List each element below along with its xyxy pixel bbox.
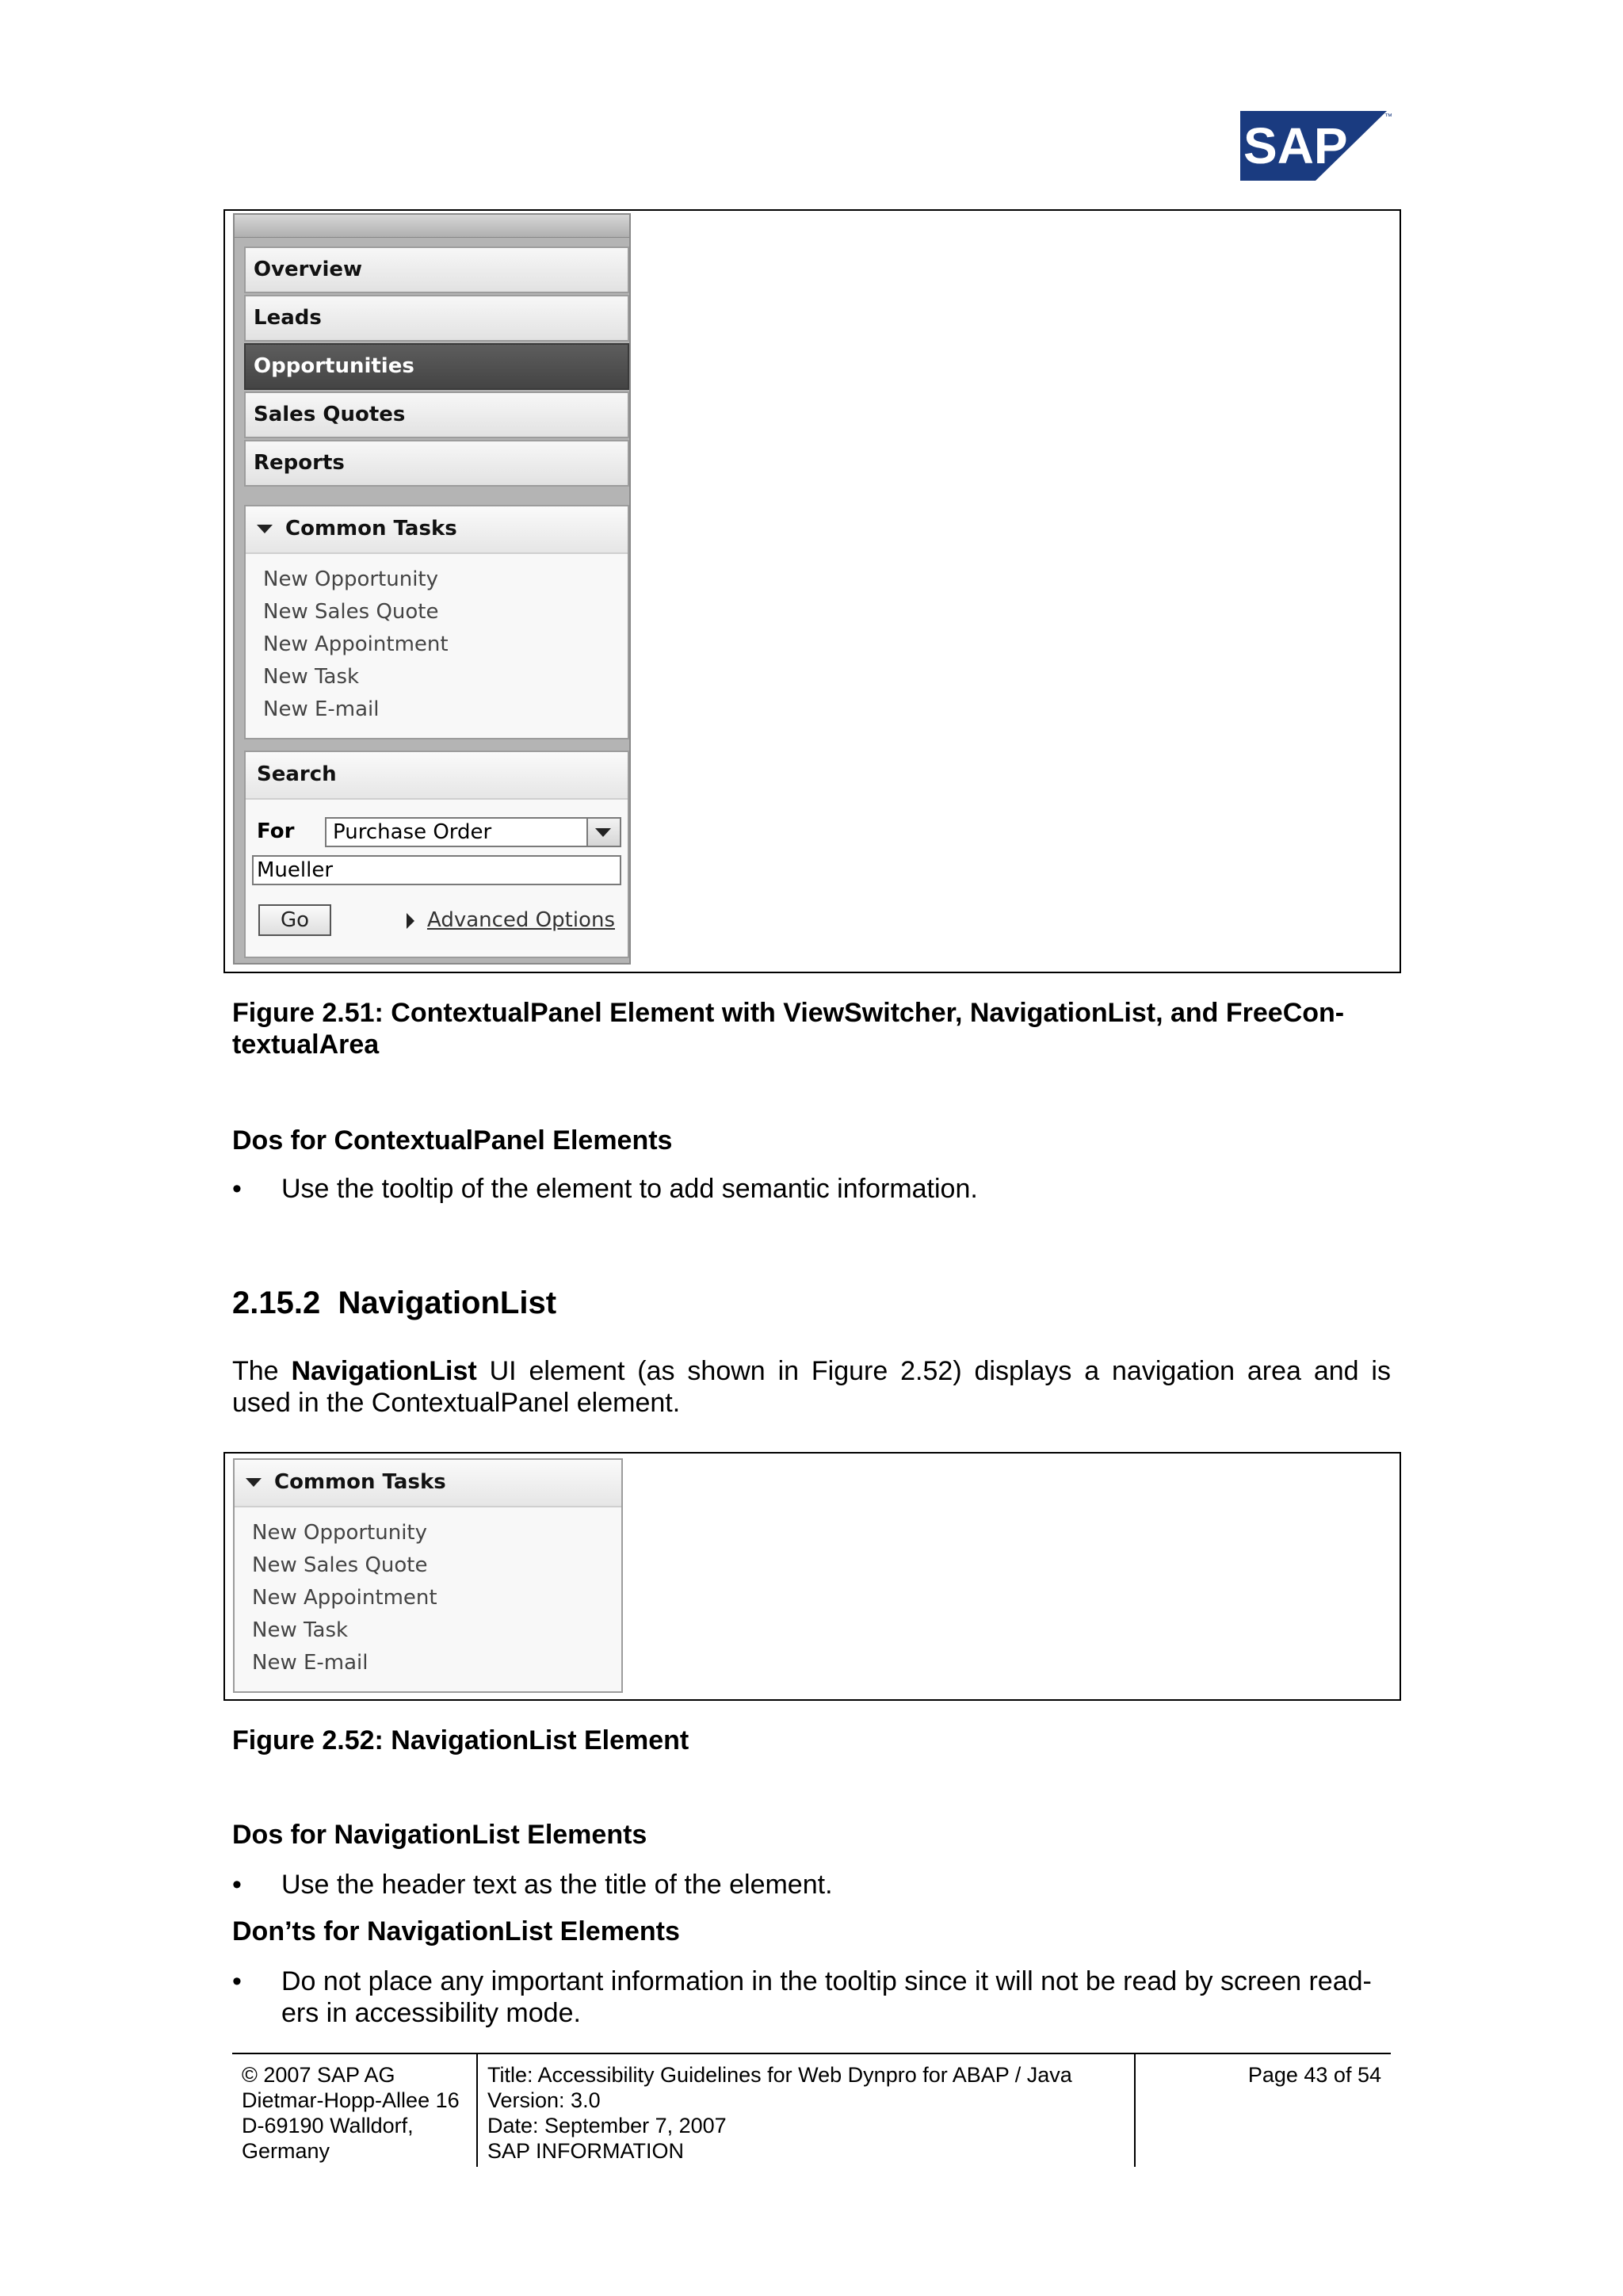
svg-text:™: ™ (1384, 113, 1392, 121)
dos-navigationlist-heading: Dos for NavigationList Elements (232, 1820, 647, 1850)
view-switcher (244, 246, 629, 488)
page-footer (232, 2053, 1391, 2167)
footer-divider (1134, 2054, 1136, 2167)
bullet-dot: • (232, 1966, 242, 1996)
chevron-down-icon (595, 828, 611, 837)
contextual-panel (233, 213, 631, 965)
nav-item-new-opportunity[interactable]: New Opportunity (252, 1521, 427, 1545)
search-input[interactable]: Mueller (252, 855, 621, 885)
navigation-list-header[interactable]: Common Tasks (235, 1460, 621, 1507)
svg-text:SAP: SAP (1243, 117, 1348, 174)
footer-page-number: Page 43 of 54 (1247, 2063, 1381, 2087)
bullet-dot: • (232, 1870, 242, 1900)
search-type-select[interactable]: Purchase Order (325, 817, 621, 847)
figure-2-51-caption-line1: Figure 2.51: ContextualPanel Element with ViewSwitcher, NavigationList, and FreeCon- (232, 998, 1345, 1028)
figure-2-51-caption-line2: textualArea (232, 1030, 380, 1060)
footer-document-info: Title: Accessibility Guidelines for Web Dynpro for ABAP / Java Version: 3.0 Date: September 7, 2007 SAP INFORMATION (487, 2063, 1072, 2163)
navigation-list (233, 1458, 623, 1693)
expand-arrow-icon (407, 913, 414, 929)
go-button[interactable]: Go (258, 904, 331, 936)
donts-navigationlist-heading: Don’ts for NavigationList Elements (232, 1916, 680, 1946)
section-heading-navigationlist: 2.15.2 NavigationList (232, 1286, 557, 1320)
dos-contextualpanel-heading: Dos for ContextualPanel Elements (232, 1125, 673, 1156)
navigation-list-header[interactable]: Common Tasks (246, 506, 628, 554)
nav-item-new-sales-quote[interactable]: New Sales Quote (263, 600, 439, 624)
nav-item-new-opportunity[interactable]: New Opportunity (263, 567, 438, 591)
nav-item-new-email[interactable]: New E-mail (252, 1651, 369, 1675)
nav-item-new-appointment[interactable]: New Appointment (263, 632, 449, 656)
navigation-list (244, 505, 629, 739)
nav-item-new-appointment[interactable]: New Appointment (252, 1586, 437, 1610)
search-title: Search (246, 752, 628, 800)
view-switcher-item-opportunities[interactable]: Opportunities (244, 343, 629, 390)
footer-divider (476, 2054, 478, 2167)
view-switcher-item-leads[interactable]: Leads (244, 295, 629, 342)
collapse-triangle-icon (246, 1478, 262, 1487)
sap-logo (1240, 111, 1399, 182)
collapse-triangle-icon (257, 525, 273, 533)
bullet-dot: • (232, 1174, 242, 1204)
search-area (244, 751, 629, 958)
view-switcher-item-reports[interactable]: Reports (244, 440, 629, 487)
panel-top-bar (235, 215, 629, 238)
nav-item-new-sales-quote[interactable]: New Sales Quote (252, 1553, 428, 1577)
for-label: For (257, 819, 295, 843)
dropdown-button[interactable] (586, 819, 620, 846)
navigationlist-paragraph-line1: The NavigationList UI element (as shown in Figure 2.52) displays a navigation area and is (232, 1356, 1391, 1386)
nav-item-new-email[interactable]: New E-mail (263, 697, 380, 721)
figure-2-52-frame (223, 1452, 1401, 1701)
figure-2-51-frame (223, 209, 1401, 973)
figure-2-52-caption: Figure 2.52: NavigationList Element (232, 1725, 689, 1755)
footer-company: © 2007 SAP AG Dietmar-Hopp-Allee 16 D-69190 Walldorf, Germany (242, 2063, 460, 2163)
nav-item-new-task[interactable]: New Task (263, 665, 360, 689)
advanced-options-link[interactable]: Advanced Options (407, 906, 615, 934)
navigationlist-paragraph-line2: used in the ContextualPanel element. (232, 1388, 681, 1418)
nav-item-new-task[interactable]: New Task (252, 1618, 349, 1642)
bullet-continuation: ers in accessibility mode. (281, 1998, 581, 2028)
view-switcher-item-overview[interactable]: Overview (244, 246, 629, 293)
view-switcher-item-sales-quotes[interactable]: Sales Quotes (244, 392, 629, 438)
